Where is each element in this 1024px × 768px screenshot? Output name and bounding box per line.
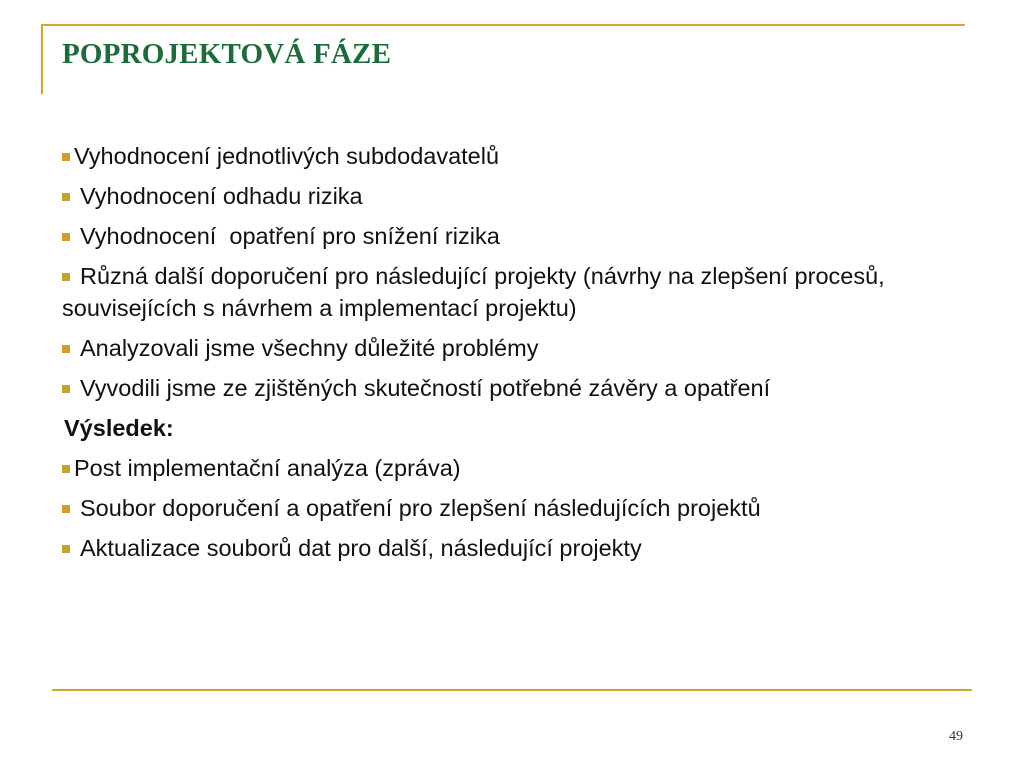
list-item	[62, 332, 982, 364]
list-item-text: Soubor doporučení a opatření pro zlepšení následujících projektů	[80, 495, 761, 521]
list-item-text: Analyzovali jsme všechny důležité problémy	[80, 335, 539, 361]
list-item-text: Vyhodnocení opatření pro snížení rizika	[80, 223, 500, 249]
square-bullet-icon	[62, 545, 70, 553]
square-bullet-icon	[62, 465, 70, 473]
square-bullet-icon	[62, 385, 70, 393]
list-item	[62, 140, 982, 172]
slide-content	[62, 140, 982, 572]
square-bullet-icon	[62, 193, 70, 201]
list-item-text: Různá další doporučení pro následující projekty (návrhy na zlepšení procesů, souvisejících s návrhem a implementací projektu)	[62, 263, 885, 321]
square-bullet-icon	[62, 505, 70, 513]
list-item-text: Vyhodnocení odhadu rizika	[80, 183, 363, 209]
list-item	[62, 372, 982, 404]
title-frame-horizontal-line	[41, 24, 965, 26]
square-bullet-icon	[62, 153, 70, 161]
list-item-text: Vyvodili jsme ze zjištěných skutečností potřebné závěry a opatření	[80, 375, 771, 401]
slide-title: POPROJEKTOVÁ FÁZE	[62, 38, 392, 70]
page-number: 49	[949, 729, 963, 744]
result-heading: Výsledek:	[64, 415, 174, 441]
list-item	[62, 532, 982, 564]
list-item	[62, 260, 982, 324]
footer-divider	[52, 689, 972, 691]
list-item-text: Post implementační analýza (zpráva)	[74, 455, 461, 481]
title-frame-vertical-line	[41, 24, 43, 94]
list-item-text: Aktualizace souborů dat pro další, následující projekty	[80, 535, 642, 561]
square-bullet-icon	[62, 345, 70, 353]
list-item	[62, 220, 982, 252]
list-item-text: Vyhodnocení jednotlivých subdodavatelů	[74, 143, 500, 169]
list-item	[62, 180, 982, 212]
list-item	[62, 452, 982, 484]
square-bullet-icon	[62, 273, 70, 281]
list-item	[62, 492, 982, 524]
square-bullet-icon	[62, 233, 70, 241]
